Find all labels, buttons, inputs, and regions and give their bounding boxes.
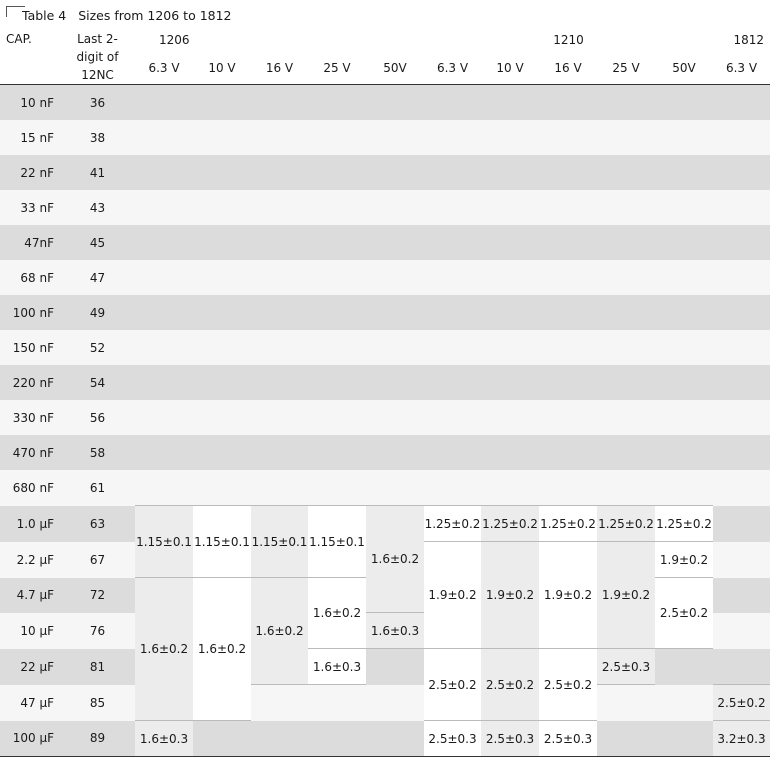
table-caption — [6, 6, 232, 26]
table-row — [0, 506, 770, 542]
empty-cell — [251, 721, 308, 757]
empty-cell — [366, 721, 424, 757]
empty-cell — [251, 470, 308, 506]
empty-cell — [366, 330, 424, 365]
empty-cell — [597, 225, 655, 260]
nc-digits: 67 — [89, 552, 106, 567]
empty-cell — [366, 190, 424, 225]
table-row — [0, 649, 770, 685]
empty-cell — [193, 470, 251, 506]
empty-cell — [308, 225, 366, 260]
cap-value: 15 nF — [20, 130, 54, 145]
thickness-cell: 2.5±0.2 — [481, 649, 539, 721]
empty-cell — [655, 400, 713, 435]
voltage-header: 50V — [672, 61, 696, 76]
empty-cell — [713, 506, 770, 542]
empty-cell — [713, 190, 770, 225]
nc-digits: 43 — [89, 200, 106, 215]
empty-cell — [713, 260, 770, 295]
nc-digits: 81 — [89, 659, 106, 674]
empty-cell — [193, 295, 251, 330]
empty-cell — [597, 330, 655, 365]
cap-value: 10 µF — [20, 623, 54, 638]
empty-cell — [193, 155, 251, 190]
empty-cell — [655, 85, 713, 121]
empty-cell — [655, 330, 713, 365]
empty-cell — [366, 85, 424, 121]
nc-digits: 85 — [89, 695, 106, 710]
cap-value: 220 nF — [12, 375, 54, 390]
empty-cell — [713, 225, 770, 260]
empty-cell — [424, 400, 481, 435]
empty-cell — [251, 365, 308, 400]
empty-cell — [481, 225, 539, 260]
empty-cell — [655, 649, 713, 685]
empty-cell — [539, 330, 597, 365]
nc-digits: 56 — [89, 410, 106, 425]
thickness-cell: 2.5±0.2 — [713, 685, 770, 721]
voltage-header: 25 V — [612, 61, 640, 76]
nc-digits: 61 — [89, 480, 106, 495]
empty-cell — [135, 470, 193, 506]
cap-value: 22 µF — [20, 659, 54, 674]
empty-cell — [655, 260, 713, 295]
empty-cell — [135, 120, 193, 155]
empty-cell — [655, 155, 713, 190]
empty-cell — [713, 400, 770, 435]
empty-cell — [308, 435, 366, 470]
empty-cell — [713, 330, 770, 365]
nc-digits: 76 — [89, 623, 106, 638]
empty-cell — [481, 365, 539, 400]
empty-cell — [655, 685, 713, 721]
thickness-cell: 1.6±0.3 — [135, 721, 193, 757]
empty-cell — [424, 295, 481, 330]
empty-cell — [424, 190, 481, 225]
thickness-cell: 2.5±0.3 — [481, 721, 539, 757]
empty-cell — [308, 721, 366, 757]
voltage-header: 16 V — [554, 61, 582, 76]
nc-digits: 52 — [89, 340, 106, 355]
thickness-cell: 1.25±0.2 — [481, 506, 539, 542]
empty-cell — [251, 120, 308, 155]
table-row — [0, 155, 770, 190]
empty-cell — [193, 225, 251, 260]
thickness-cell: 1.15±0.1 — [193, 506, 251, 578]
nc-digits: 54 — [89, 375, 106, 390]
cap-value: 330 nF — [12, 410, 54, 425]
empty-cell — [481, 260, 539, 295]
empty-cell — [366, 685, 424, 721]
empty-cell — [597, 685, 655, 721]
thickness-cell: 2.5±0.3 — [539, 721, 597, 757]
empty-cell — [481, 190, 539, 225]
empty-cell — [713, 649, 770, 685]
empty-cell — [424, 85, 481, 121]
empty-cell — [713, 613, 770, 649]
empty-cell — [135, 330, 193, 365]
table-title: Sizes from 1206 to 1812 — [78, 8, 232, 23]
empty-cell — [251, 330, 308, 365]
empty-cell — [424, 330, 481, 365]
empty-cell — [135, 260, 193, 295]
thickness-cell: 2.5±0.3 — [424, 721, 481, 757]
empty-cell — [481, 330, 539, 365]
empty-cell — [308, 120, 366, 155]
empty-cell — [308, 85, 366, 121]
header-cap: CAP. — [6, 32, 32, 46]
cap-value: 68 nF — [20, 270, 54, 285]
empty-cell — [308, 365, 366, 400]
thickness-cell: 1.15±0.1 — [251, 506, 308, 578]
table-row — [0, 295, 770, 330]
empty-cell — [597, 155, 655, 190]
empty-cell — [251, 435, 308, 470]
empty-cell — [424, 470, 481, 506]
cap-value: 1.0 µF — [16, 516, 54, 531]
empty-cell — [424, 225, 481, 260]
empty-cell — [135, 155, 193, 190]
empty-cell — [251, 85, 308, 121]
empty-cell — [713, 365, 770, 400]
empty-cell — [597, 295, 655, 330]
cap-value: 22 nF — [20, 165, 54, 180]
empty-cell — [713, 542, 770, 578]
empty-cell — [135, 400, 193, 435]
empty-cell — [597, 470, 655, 506]
empty-cell — [193, 190, 251, 225]
thickness-cell: 1.6±0.3 — [366, 613, 424, 649]
table-row — [0, 470, 770, 506]
empty-cell — [481, 435, 539, 470]
voltage-header: 16 V — [265, 61, 294, 76]
empty-cell — [539, 365, 597, 400]
empty-cell — [481, 85, 539, 121]
empty-cell — [366, 260, 424, 295]
nc-digits: 41 — [89, 165, 106, 180]
thickness-cell: 3.2±0.3 — [713, 721, 770, 757]
empty-cell — [597, 721, 655, 757]
empty-cell — [135, 435, 193, 470]
empty-cell — [713, 85, 770, 121]
empty-cell — [251, 190, 308, 225]
empty-cell — [135, 295, 193, 330]
empty-cell — [597, 435, 655, 470]
empty-cell — [539, 120, 597, 155]
empty-cell — [135, 225, 193, 260]
cap-value: 150 nF — [12, 340, 54, 355]
cap-value: 47nF — [24, 235, 54, 250]
nc-digits: 49 — [89, 305, 106, 320]
table-row — [0, 260, 770, 295]
voltage-header: 10 V — [208, 61, 236, 76]
nc-digits: 89 — [89, 731, 106, 746]
empty-cell — [655, 120, 713, 155]
cap-value: 2.2 µF — [16, 552, 54, 567]
empty-cell — [481, 400, 539, 435]
empty-cell — [713, 120, 770, 155]
empty-cell — [308, 470, 366, 506]
nc-digits: 63 — [89, 516, 106, 531]
cap-value: 4.7 µF — [16, 588, 54, 602]
empty-cell — [713, 578, 770, 613]
thickness-cell: 1.6±0.3 — [308, 649, 366, 685]
thickness-cell: 2.5±0.3 — [597, 649, 655, 685]
thickness-cell: 2.5±0.2 — [539, 649, 597, 721]
thickness-cell: 1.25±0.2 — [597, 506, 655, 542]
empty-cell — [713, 295, 770, 330]
voltage-header: 6.3 V — [436, 61, 469, 76]
empty-cell — [424, 120, 481, 155]
thickness-cell: 1.25±0.2 — [655, 506, 713, 542]
empty-cell — [539, 85, 597, 121]
table-number: Table 4 — [22, 8, 67, 23]
cap-value: 470 nF — [12, 445, 54, 460]
empty-cell — [366, 365, 424, 400]
empty-cell — [193, 120, 251, 155]
header-size-1210: 1210 — [553, 33, 584, 48]
empty-cell — [366, 470, 424, 506]
thickness-cell: 1.6±0.2 — [308, 578, 366, 649]
thickness-cell: 1.9±0.2 — [539, 542, 597, 649]
empty-cell — [308, 400, 366, 435]
empty-cell — [481, 470, 539, 506]
empty-cell — [713, 470, 770, 506]
thickness-cell: 1.9±0.2 — [424, 542, 481, 649]
empty-cell — [366, 649, 424, 685]
voltage-header: 25 V — [323, 61, 351, 76]
nc-digits: 45 — [89, 235, 106, 250]
empty-cell — [308, 190, 366, 225]
thickness-cell: 1.15±0.1 — [308, 506, 366, 578]
header-size-1812: 1812 — [733, 33, 765, 48]
table-row — [0, 120, 770, 155]
empty-cell — [597, 85, 655, 121]
table-row — [0, 190, 770, 225]
thickness-cell: 2.5±0.2 — [424, 649, 481, 721]
nc-digits: 58 — [89, 445, 106, 460]
empty-cell — [597, 260, 655, 295]
table-row — [0, 85, 770, 121]
empty-cell — [597, 365, 655, 400]
thickness-cell: 1.6±0.2 — [366, 506, 424, 613]
empty-cell — [366, 120, 424, 155]
thickness-cell: 1.9±0.2 — [655, 542, 713, 578]
empty-cell — [424, 155, 481, 190]
empty-cell — [251, 685, 308, 721]
empty-cell — [193, 365, 251, 400]
empty-cell — [424, 260, 481, 295]
empty-cell — [193, 85, 251, 121]
empty-cell — [366, 435, 424, 470]
empty-cell — [193, 435, 251, 470]
capacitor-size-table — [0, 28, 770, 757]
empty-cell — [655, 435, 713, 470]
empty-cell — [135, 190, 193, 225]
empty-cell — [655, 225, 713, 260]
empty-cell — [597, 120, 655, 155]
empty-cell — [539, 295, 597, 330]
empty-cell — [481, 295, 539, 330]
thickness-cell: 1.6±0.2 — [135, 578, 193, 721]
empty-cell — [135, 365, 193, 400]
caption-bracket — [6, 6, 25, 17]
empty-cell — [655, 190, 713, 225]
empty-cell — [193, 260, 251, 295]
nc-digits: 47 — [89, 270, 106, 285]
cap-value: 33 nF — [20, 200, 54, 215]
table-row — [0, 400, 770, 435]
empty-cell — [308, 260, 366, 295]
empty-cell — [308, 155, 366, 190]
table-row — [0, 330, 770, 365]
empty-cell — [251, 225, 308, 260]
empty-cell — [655, 721, 713, 757]
thickness-cell: 1.25±0.2 — [539, 506, 597, 542]
table-row — [0, 721, 770, 757]
nc-digits: 36 — [89, 95, 106, 110]
table-row — [0, 225, 770, 260]
empty-cell — [193, 330, 251, 365]
empty-cell — [539, 190, 597, 225]
empty-cell — [366, 295, 424, 330]
cap-value: 10 nF — [20, 95, 54, 110]
empty-cell — [655, 365, 713, 400]
empty-cell — [308, 685, 366, 721]
voltage-header: 6.3 V — [148, 61, 180, 76]
header-size-1206: 1206 — [159, 33, 190, 48]
cap-value: 680 nF — [12, 480, 54, 495]
empty-cell — [193, 400, 251, 435]
empty-cell — [539, 260, 597, 295]
empty-cell — [481, 120, 539, 155]
header-12nc: Last 2-digit of 12NC — [76, 32, 119, 82]
table-row — [0, 435, 770, 470]
empty-cell — [135, 85, 193, 121]
empty-cell — [424, 435, 481, 470]
empty-cell — [251, 400, 308, 435]
thickness-cell: 1.9±0.2 — [597, 542, 655, 649]
empty-cell — [539, 435, 597, 470]
nc-digits: 38 — [89, 130, 106, 145]
thickness-cell: 1.6±0.2 — [251, 578, 308, 685]
empty-cell — [366, 400, 424, 435]
voltage-header: 10 V — [496, 61, 524, 76]
thickness-cell: 1.15±0.1 — [135, 506, 193, 578]
empty-cell — [308, 330, 366, 365]
table-body — [0, 85, 770, 757]
table-row — [0, 365, 770, 400]
thickness-cell: 1.6±0.2 — [193, 578, 251, 721]
empty-cell — [655, 470, 713, 506]
empty-cell — [597, 190, 655, 225]
empty-cell — [597, 400, 655, 435]
empty-cell — [193, 721, 251, 757]
voltage-header: 6.3 V — [725, 61, 758, 76]
thickness-cell: 2.5±0.2 — [655, 578, 713, 649]
empty-cell — [655, 295, 713, 330]
empty-cell — [539, 400, 597, 435]
cap-value: 100 µF — [12, 731, 54, 746]
empty-cell — [251, 260, 308, 295]
empty-cell — [366, 225, 424, 260]
empty-cell — [366, 155, 424, 190]
empty-cell — [251, 295, 308, 330]
empty-cell — [713, 435, 770, 470]
thickness-cell: 1.25±0.2 — [424, 506, 481, 542]
voltage-header: 50V — [383, 61, 407, 76]
empty-cell — [539, 225, 597, 260]
empty-cell — [539, 155, 597, 190]
empty-cell — [713, 155, 770, 190]
cap-value: 100 nF — [12, 305, 54, 320]
cap-value: 47 µF — [20, 695, 54, 710]
thickness-cell: 1.9±0.2 — [481, 542, 539, 649]
empty-cell — [251, 155, 308, 190]
empty-cell — [308, 295, 366, 330]
empty-cell — [424, 365, 481, 400]
empty-cell — [539, 470, 597, 506]
table-row — [0, 685, 770, 721]
empty-cell — [481, 155, 539, 190]
nc-digits: 72 — [89, 588, 106, 602]
